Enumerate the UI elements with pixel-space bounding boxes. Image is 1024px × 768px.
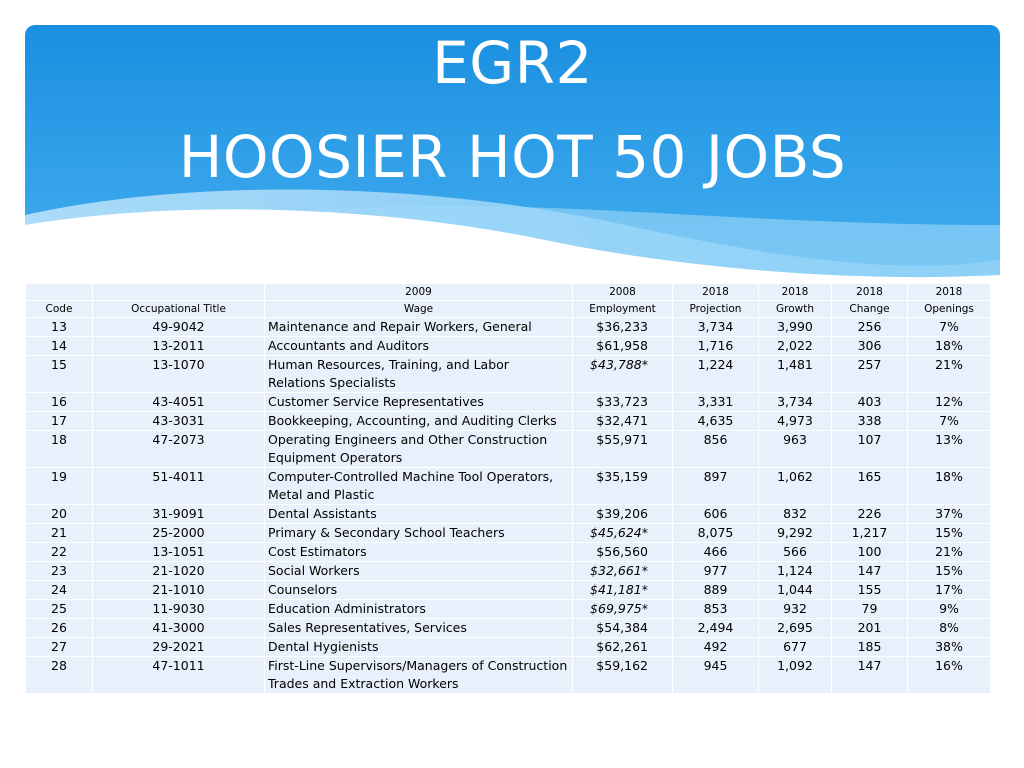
rank-cell: 24 (26, 581, 93, 600)
employment-cell: 466 (673, 543, 759, 562)
growth-cell: 155 (832, 581, 908, 600)
projection-cell: 566 (759, 543, 832, 562)
wage-cell: $61,958 (573, 337, 673, 356)
projection-cell: 1,092 (759, 657, 832, 694)
growth-cell: 165 (832, 468, 908, 505)
wage-cell: $33,723 (573, 393, 673, 412)
occupation-title-cell: Customer Service Representatives (265, 393, 573, 412)
change-cell: 15% (908, 562, 991, 581)
table-row (26, 600, 991, 619)
change-cell: 16% (908, 657, 991, 694)
table-row (26, 337, 991, 356)
soc-code-cell: 11-9030 (93, 600, 265, 619)
header-cell: 2018 (759, 284, 832, 301)
slide-title-line1: EGR2 (432, 29, 593, 97)
header-cell: Code (26, 301, 93, 318)
rank-cell: 25 (26, 600, 93, 619)
rank-cell: 14 (26, 337, 93, 356)
occupation-title-cell: Operating Engineers and Other Construction Equipment Operators (265, 431, 573, 468)
employment-cell: 1,224 (673, 356, 759, 393)
growth-cell: 79 (832, 600, 908, 619)
soc-code-cell: 13-2011 (93, 337, 265, 356)
employment-cell: 889 (673, 581, 759, 600)
projection-cell: 1,044 (759, 581, 832, 600)
table-row (26, 318, 991, 337)
header-cell (93, 284, 265, 301)
projection-cell: 832 (759, 505, 832, 524)
change-cell: 8% (908, 619, 991, 638)
header-cell: Employment (573, 301, 673, 318)
change-cell: 18% (908, 468, 991, 505)
employment-cell: 4,635 (673, 412, 759, 431)
soc-code-cell: 21-1010 (93, 581, 265, 600)
occupation-title-cell: First-Line Supervisors/Managers of Construction Trades and Extraction Workers (265, 657, 573, 694)
employment-cell: 606 (673, 505, 759, 524)
growth-cell: 403 (832, 393, 908, 412)
header-cell: Growth (759, 301, 832, 318)
growth-cell: 147 (832, 657, 908, 694)
rank-cell: 16 (26, 393, 93, 412)
change-cell: 17% (908, 581, 991, 600)
growth-cell: 226 (832, 505, 908, 524)
growth-cell: 257 (832, 356, 908, 393)
soc-code-cell: 29-2021 (93, 638, 265, 657)
wage-cell: $39,206 (573, 505, 673, 524)
growth-cell: 100 (832, 543, 908, 562)
occupation-title-cell: Dental Hygienists (265, 638, 573, 657)
projection-cell: 1,124 (759, 562, 832, 581)
change-cell: 13% (908, 431, 991, 468)
employment-cell: 2,494 (673, 619, 759, 638)
rank-cell: 17 (26, 412, 93, 431)
rank-cell: 21 (26, 524, 93, 543)
table-row (26, 468, 991, 505)
projection-cell: 3,990 (759, 318, 832, 337)
header-cell: 2009 (265, 284, 573, 301)
growth-cell: 306 (832, 337, 908, 356)
rank-cell: 28 (26, 657, 93, 694)
soc-code-cell: 41-3000 (93, 619, 265, 638)
employment-cell: 3,734 (673, 318, 759, 337)
soc-code-cell: 47-1011 (93, 657, 265, 694)
table-row (26, 638, 991, 657)
growth-cell: 256 (832, 318, 908, 337)
soc-code-cell: 25-2000 (93, 524, 265, 543)
growth-cell: 1,217 (832, 524, 908, 543)
occupation-title-cell: Bookkeeping, Accounting, and Auditing Clerks (265, 412, 573, 431)
slide-title-line2: HOOSIER HOT 50 JOBS (178, 123, 847, 191)
table-row (26, 543, 991, 562)
projection-cell: 1,481 (759, 356, 832, 393)
jobs-table (25, 283, 991, 694)
change-cell: 9% (908, 600, 991, 619)
projection-cell: 4,973 (759, 412, 832, 431)
header-cell: Openings (908, 301, 991, 318)
table-row (26, 431, 991, 468)
rank-cell: 27 (26, 638, 93, 657)
soc-code-cell: 47-2073 (93, 431, 265, 468)
table-row (26, 562, 991, 581)
table-row (26, 393, 991, 412)
growth-cell: 147 (832, 562, 908, 581)
soc-code-cell: 51-4011 (93, 468, 265, 505)
wage-cell: $36,233 (573, 318, 673, 337)
employment-cell: 853 (673, 600, 759, 619)
projection-cell: 3,734 (759, 393, 832, 412)
employment-cell: 3,331 (673, 393, 759, 412)
wage-cell: $69,975* (573, 600, 673, 619)
projection-cell: 1,062 (759, 468, 832, 505)
employment-cell: 8,075 (673, 524, 759, 543)
change-cell: 38% (908, 638, 991, 657)
table-row (26, 619, 991, 638)
header-cell (26, 284, 93, 301)
wage-cell: $32,471 (573, 412, 673, 431)
header-cell: Occupational Title (93, 301, 265, 318)
soc-code-cell: 43-3031 (93, 412, 265, 431)
table-row (26, 581, 991, 600)
projection-cell: 9,292 (759, 524, 832, 543)
wage-cell: $43,788* (573, 356, 673, 393)
employment-cell: 492 (673, 638, 759, 657)
rank-cell: 26 (26, 619, 93, 638)
header-cell: 2018 (832, 284, 908, 301)
wage-cell: $59,162 (573, 657, 673, 694)
header-row-labels (26, 301, 991, 318)
change-cell: 15% (908, 524, 991, 543)
employment-cell: 945 (673, 657, 759, 694)
header-cell: Change (832, 301, 908, 318)
table-row (26, 505, 991, 524)
occupation-title-cell: Counselors (265, 581, 573, 600)
soc-code-cell: 21-1020 (93, 562, 265, 581)
change-cell: 18% (908, 337, 991, 356)
wage-cell: $54,384 (573, 619, 673, 638)
employment-cell: 1,716 (673, 337, 759, 356)
rank-cell: 20 (26, 505, 93, 524)
wage-cell: $56,560 (573, 543, 673, 562)
header-cell: 2018 (908, 284, 991, 301)
rank-cell: 22 (26, 543, 93, 562)
projection-cell: 932 (759, 600, 832, 619)
growth-cell: 338 (832, 412, 908, 431)
wage-cell: $62,261 (573, 638, 673, 657)
soc-code-cell: 13-1051 (93, 543, 265, 562)
change-cell: 37% (908, 505, 991, 524)
occupation-title-cell: Sales Representatives, Services (265, 619, 573, 638)
wage-cell: $41,181* (573, 581, 673, 600)
employment-cell: 856 (673, 431, 759, 468)
change-cell: 7% (908, 412, 991, 431)
change-cell: 12% (908, 393, 991, 412)
change-cell: 21% (908, 356, 991, 393)
change-cell: 21% (908, 543, 991, 562)
occupation-title-cell: Human Resources, Training, and Labor Relations Specialists (265, 356, 573, 393)
header-cell: 2018 (673, 284, 759, 301)
header-cell: 2008 (573, 284, 673, 301)
wage-cell: $32,661* (573, 562, 673, 581)
rank-cell: 13 (26, 318, 93, 337)
projection-cell: 2,695 (759, 619, 832, 638)
soc-code-cell: 13-1070 (93, 356, 265, 393)
occupation-title-cell: Dental Assistants (265, 505, 573, 524)
soc-code-cell: 31-9091 (93, 505, 265, 524)
rank-cell: 19 (26, 468, 93, 505)
table-row (26, 657, 991, 694)
growth-cell: 107 (832, 431, 908, 468)
growth-cell: 185 (832, 638, 908, 657)
occupation-title-cell: Education Administrators (265, 600, 573, 619)
occupation-title-cell: Social Workers (265, 562, 573, 581)
employment-cell: 977 (673, 562, 759, 581)
wage-cell: $55,971 (573, 431, 673, 468)
table-row (26, 524, 991, 543)
change-cell: 7% (908, 318, 991, 337)
occupation-title-cell: Computer-Controlled Machine Tool Operators, Metal and Plastic (265, 468, 573, 505)
wage-cell: $35,159 (573, 468, 673, 505)
header-cell: Projection (673, 301, 759, 318)
table-row (26, 356, 991, 393)
wage-cell: $45,624* (573, 524, 673, 543)
rank-cell: 18 (26, 431, 93, 468)
header-row-years (26, 284, 991, 301)
soc-code-cell: 49-9042 (93, 318, 265, 337)
growth-cell: 201 (832, 619, 908, 638)
occupation-title-cell: Cost Estimators (265, 543, 573, 562)
projection-cell: 2,022 (759, 337, 832, 356)
occupation-title-cell: Maintenance and Repair Workers, General (265, 318, 573, 337)
projection-cell: 963 (759, 431, 832, 468)
occupation-title-cell: Primary & Secondary School Teachers (265, 524, 573, 543)
header-cell: Wage (265, 301, 573, 318)
employment-cell: 897 (673, 468, 759, 505)
projection-cell: 677 (759, 638, 832, 657)
rank-cell: 23 (26, 562, 93, 581)
occupation-title-cell: Accountants and Auditors (265, 337, 573, 356)
table-row (26, 412, 991, 431)
soc-code-cell: 43-4051 (93, 393, 265, 412)
rank-cell: 15 (26, 356, 93, 393)
